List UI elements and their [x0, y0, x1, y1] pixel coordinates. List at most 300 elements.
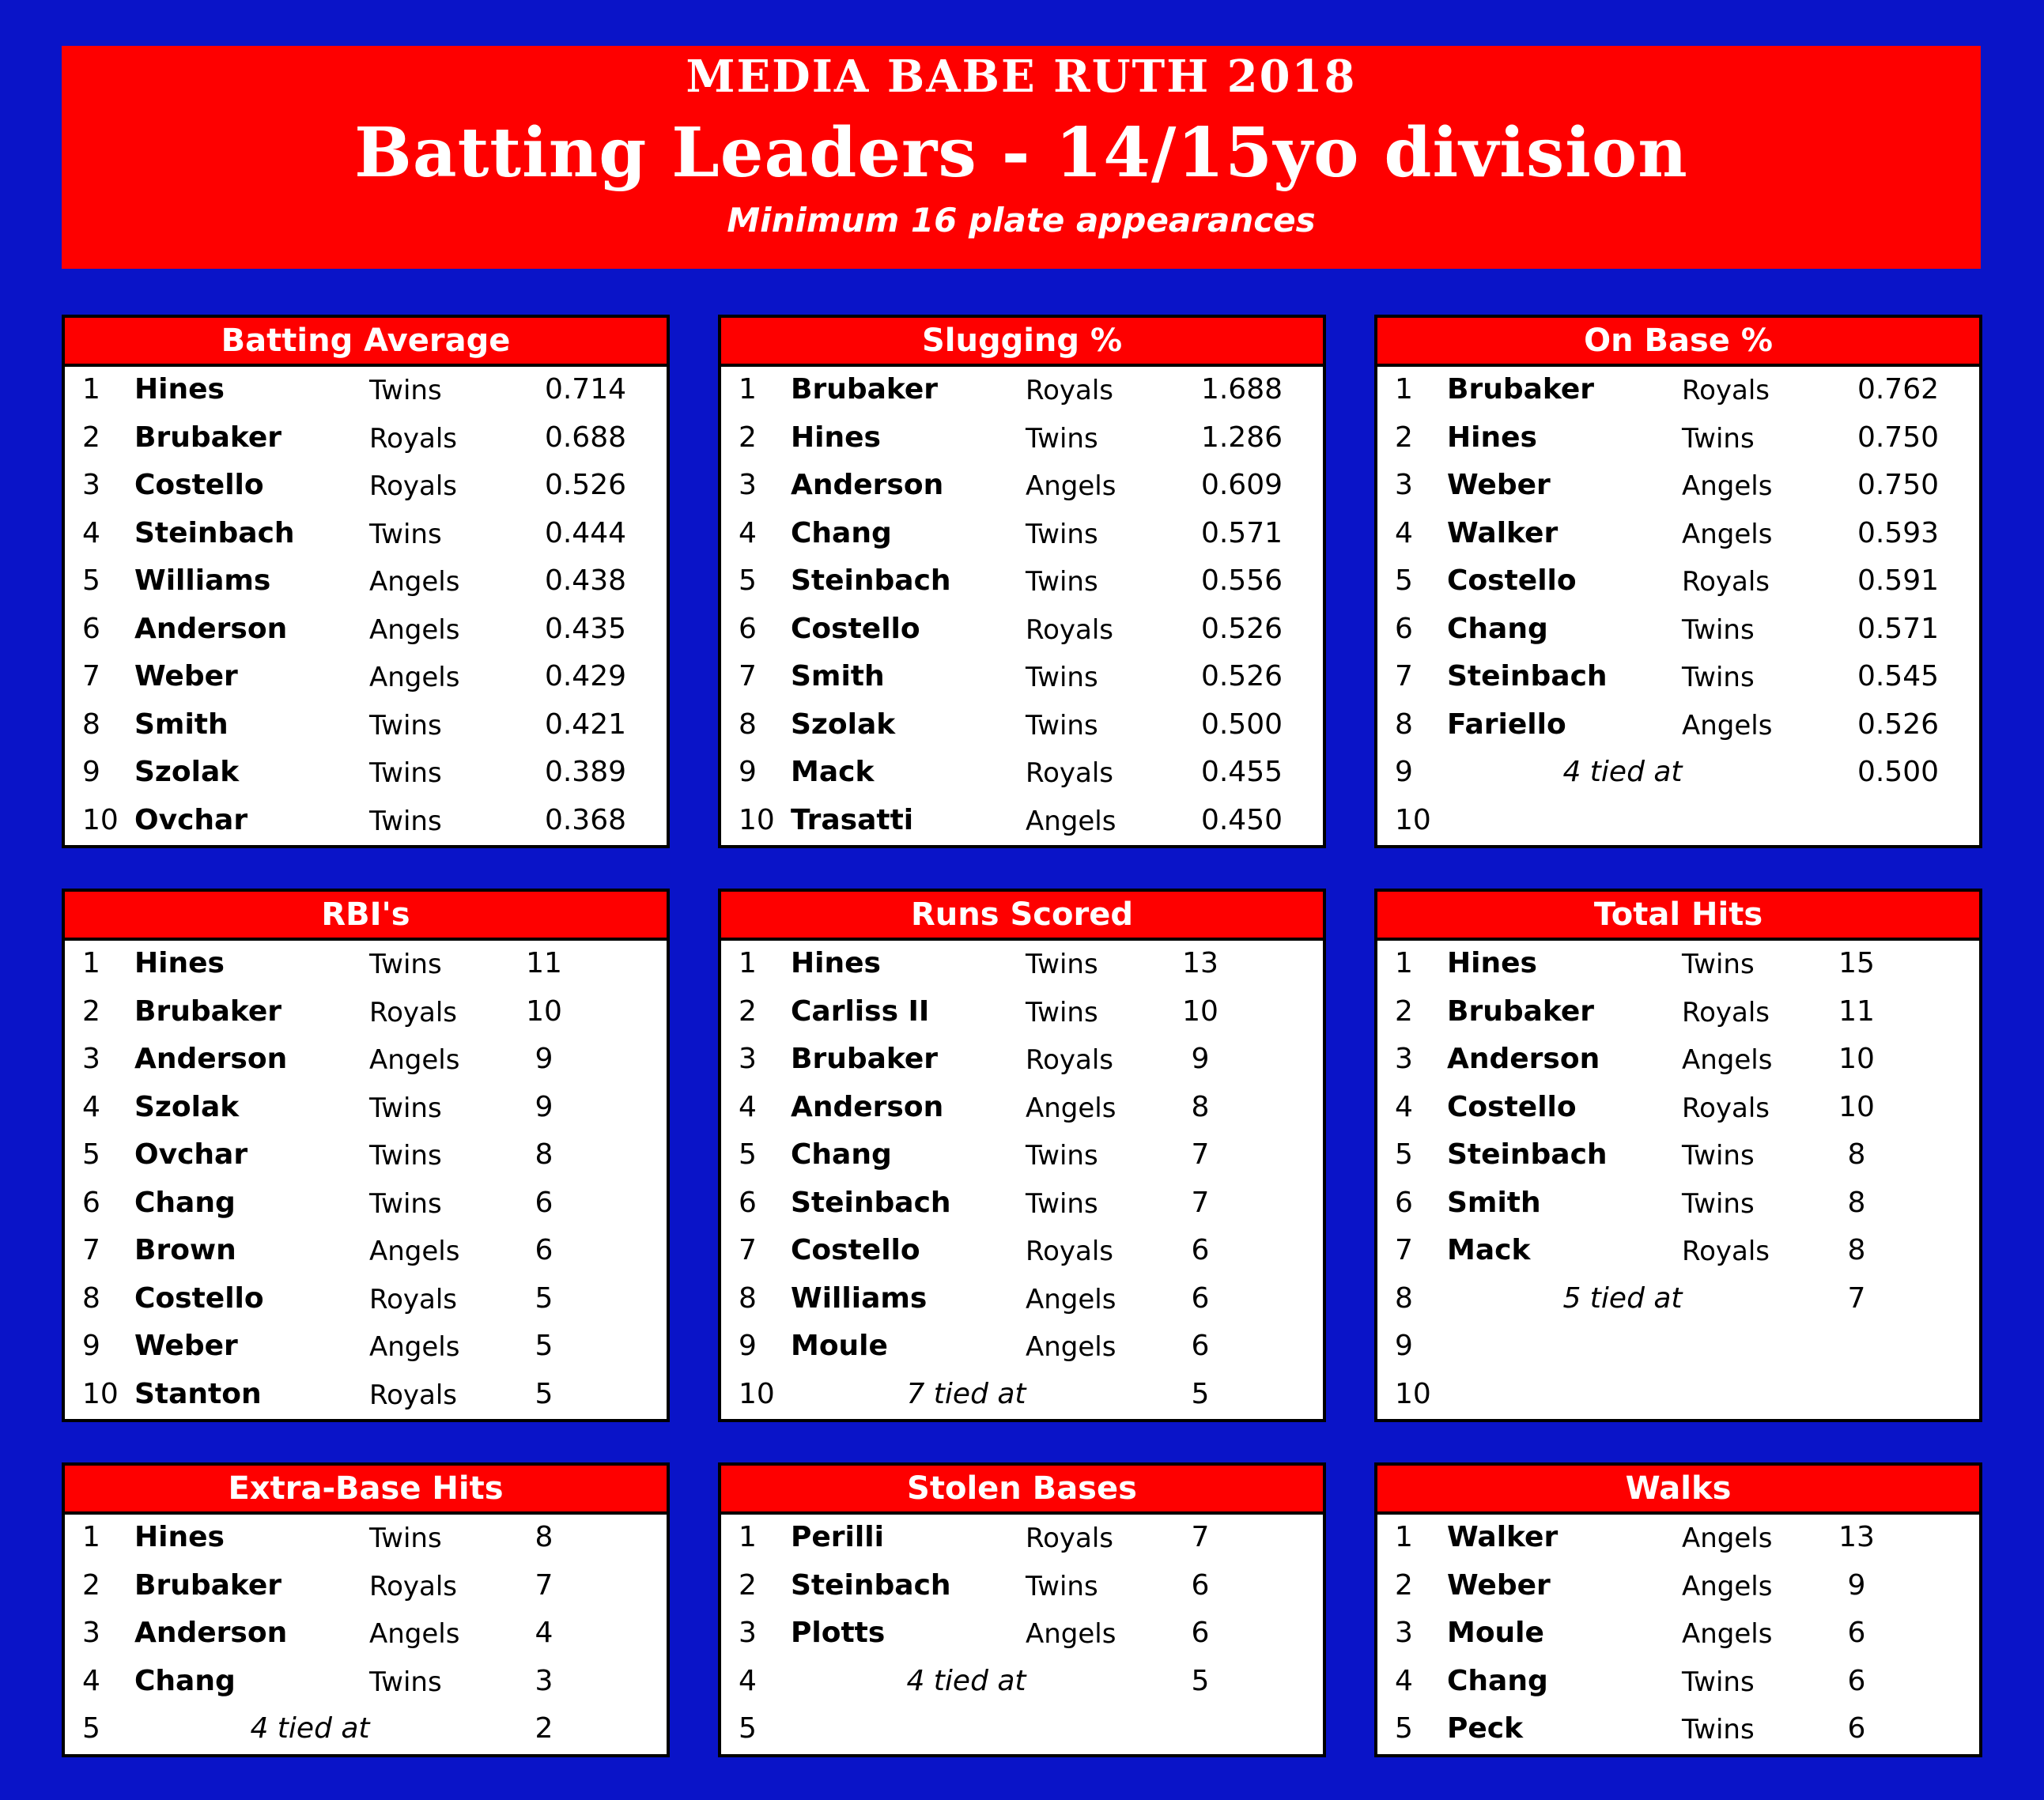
rank-number: 10 [739, 803, 775, 836]
rank-number: 10 [1395, 1377, 1431, 1410]
team-name: Twins [1026, 566, 1098, 598]
leader-row [65, 1036, 667, 1085]
team-name: Twins [1682, 422, 1755, 455]
leader-row [65, 1563, 667, 1611]
rank-number: 8 [1395, 708, 1413, 741]
leader-row [721, 1180, 1323, 1228]
stat-value: 7 [535, 1568, 554, 1602]
stat-value: 6 [535, 1186, 554, 1219]
rank-number: 4 [739, 1664, 757, 1697]
stat-value: 0.545 [1857, 660, 1939, 692]
leader-row [1377, 1036, 1979, 1085]
rank-number: 3 [1395, 1043, 1413, 1075]
rank-number: 3 [739, 1617, 757, 1649]
leader-row [1377, 1323, 1979, 1372]
team-name: Twins [1682, 1187, 1755, 1220]
team-name: Twins [369, 709, 442, 742]
player-name: Anderson [1447, 1043, 1600, 1075]
stat-value: 8 [535, 1138, 554, 1171]
rank-number: 5 [739, 1712, 757, 1745]
player-name: Anderson [791, 469, 944, 501]
player-name: Anderson [791, 1090, 944, 1123]
player-name: Steinbach [1447, 1138, 1608, 1171]
rank-number: 7 [82, 1234, 100, 1266]
team-name: Angels [1682, 470, 1773, 502]
leader-row [1377, 654, 1979, 702]
player-name: Costello [134, 469, 264, 501]
player-name: Ovchar [134, 1138, 248, 1171]
leader-row [721, 1228, 1323, 1276]
stat-value: 0.571 [1857, 612, 1939, 645]
stat-value: 6 [1847, 1712, 1866, 1745]
rank-number: 7 [739, 660, 757, 692]
leaderboard-rows [721, 941, 1323, 1419]
player-name: Smith [134, 708, 229, 741]
leader-row [1377, 1563, 1979, 1611]
stat-value: 0.389 [544, 756, 626, 788]
stat-value: 6 [1191, 1330, 1210, 1362]
team-name: Twins [369, 375, 442, 406]
stat-value: 0.688 [544, 421, 626, 454]
leader-row [1377, 941, 1979, 989]
stat-value: 11 [526, 947, 562, 979]
leader-row [1377, 558, 1979, 606]
player-name: Brubaker [791, 1043, 939, 1075]
stat-value: 0.526 [1857, 708, 1939, 741]
leader-row [721, 941, 1323, 989]
rank-number: 2 [82, 421, 100, 454]
player-name: Costello [1447, 564, 1577, 597]
player-name: Hines [134, 947, 225, 979]
team-name: Angels [1026, 805, 1116, 837]
leader-row [721, 1036, 1323, 1085]
rank-number: 5 [1395, 564, 1413, 597]
leader-row [1377, 415, 1979, 463]
leaderboard-rbis [62, 889, 670, 1422]
leader-row [721, 462, 1323, 511]
rank-number: 8 [82, 1281, 100, 1315]
rank-number: 6 [1395, 612, 1413, 645]
player-name: Steinbach [791, 1568, 951, 1602]
page-subtitle: Minimum 16 plate appearances [727, 201, 1316, 240]
player-name: Costello [134, 1281, 264, 1315]
leader-row [721, 558, 1323, 606]
stat-value: 8 [1847, 1138, 1866, 1171]
rank-number: 9 [739, 756, 757, 788]
rank-number: 4 [1395, 1090, 1413, 1123]
tied-note: 4 tied at [250, 1712, 370, 1745]
leader-row [65, 462, 667, 511]
rank-number: 2 [739, 421, 757, 454]
panel-title: Slugging % [721, 318, 1323, 367]
stat-value: 0.526 [1200, 660, 1283, 692]
stat-value: 6 [1191, 1568, 1210, 1602]
panel-title: On Base % [1377, 318, 1979, 367]
rank-number: 3 [82, 1617, 100, 1649]
rank-number: 2 [82, 994, 100, 1028]
player-name: Smith [1447, 1186, 1541, 1219]
team-name: Twins [369, 805, 442, 837]
player-name: Williams [791, 1281, 928, 1315]
player-name: Walker [1447, 516, 1559, 549]
rank-number: 6 [739, 612, 757, 645]
rank-number: 2 [1395, 994, 1413, 1028]
leaderboard-rows [721, 367, 1323, 845]
stat-value: 9 [535, 1043, 554, 1075]
stat-value: 13 [1182, 947, 1218, 979]
team-name: Royals [1682, 996, 1770, 1028]
rank-number: 6 [739, 1186, 757, 1219]
leader-row [65, 1180, 667, 1228]
player-name: Fariello [1447, 708, 1566, 741]
team-name: Royals [1682, 566, 1770, 598]
leader-row [65, 367, 667, 415]
leader-row [1377, 1658, 1979, 1707]
rank-number: 7 [82, 660, 100, 692]
leaderboard-walks [1374, 1462, 1982, 1757]
rank-number: 9 [82, 1330, 100, 1362]
stat-value: 0.444 [544, 516, 626, 549]
player-name: Hines [791, 947, 881, 979]
player-name: Anderson [134, 1043, 288, 1075]
player-name: Williams [134, 564, 271, 597]
team-name: Angels [1026, 1283, 1116, 1315]
stat-value: 10 [526, 994, 562, 1028]
leader-row [721, 1563, 1323, 1611]
stat-value: 5 [1191, 1664, 1210, 1697]
team-name: Angels [369, 566, 460, 598]
team-name: Angels [369, 1618, 460, 1650]
leaderboard-rows [721, 1515, 1323, 1754]
leader-row [65, 654, 667, 702]
rank-number: 4 [1395, 516, 1413, 549]
leader-row [1377, 1610, 1979, 1658]
player-name: Weber [1447, 1568, 1551, 1602]
stat-value: 7 [1191, 1186, 1210, 1219]
team-name: Angels [1026, 1618, 1116, 1650]
leader-row [65, 1085, 667, 1133]
leader-row [65, 558, 667, 606]
rank-number: 3 [739, 1043, 757, 1075]
rank-number: 3 [82, 469, 100, 501]
team-name: Angels [369, 1044, 460, 1076]
panel-title: Stolen Bases [721, 1466, 1323, 1515]
player-name: Hines [791, 421, 881, 454]
tied-note: 4 tied at [1562, 756, 1683, 788]
player-name: Brown [134, 1234, 236, 1266]
player-name: Perilli [791, 1521, 884, 1553]
team-name: Angels [1682, 518, 1773, 550]
stat-value: 9 [535, 1090, 554, 1123]
team-name: Royals [1682, 1236, 1770, 1267]
rank-number: 5 [1395, 1712, 1413, 1745]
team-name: Royals [369, 1283, 458, 1315]
stat-value: 6 [1191, 1617, 1210, 1649]
rank-number: 10 [739, 1377, 775, 1410]
leader-row [721, 1515, 1323, 1563]
leader-row [1377, 1515, 1979, 1563]
team-name: Twins [369, 1187, 442, 1220]
team-name: Twins [1682, 1666, 1755, 1698]
team-name: Twins [1026, 1187, 1098, 1220]
player-name: Chang [791, 516, 892, 549]
stat-value: 6 [1847, 1664, 1866, 1697]
leader-row [1377, 702, 1979, 750]
leader-row [721, 1085, 1323, 1133]
leader-row [65, 1658, 667, 1707]
leader-row [65, 1228, 667, 1276]
player-name: Hines [1447, 421, 1537, 454]
rank-number: 1 [739, 1521, 757, 1553]
stat-value: 3 [535, 1664, 554, 1697]
team-name: Royals [1682, 375, 1770, 406]
stat-value: 8 [1191, 1090, 1210, 1123]
team-name: Royals [1026, 1236, 1114, 1267]
stat-value: 0.429 [544, 660, 626, 692]
leader-row [65, 1276, 667, 1324]
team-name: Angels [1682, 1044, 1773, 1076]
rank-number: 5 [739, 1138, 757, 1171]
stat-value: 0.450 [1200, 803, 1283, 836]
stat-value: 0.593 [1857, 516, 1939, 549]
rank-number: 5 [82, 1138, 100, 1171]
rank-number: 3 [1395, 469, 1413, 501]
stat-value: 0.609 [1200, 469, 1283, 501]
team-name: Angels [1682, 1570, 1773, 1602]
player-name: Peck [1447, 1712, 1524, 1745]
team-name: Royals [1026, 613, 1114, 646]
player-name: Costello [791, 1234, 920, 1266]
stat-value: 0.714 [544, 373, 626, 406]
leaderboard-on-base [1374, 315, 1982, 848]
leaderboard-batting-average [62, 315, 670, 848]
team-name: Twins [1026, 1140, 1098, 1172]
team-name: Angels [369, 613, 460, 646]
leaderboard-rows [65, 1515, 667, 1754]
team-name: Twins [369, 757, 442, 789]
player-name: Weber [1447, 469, 1551, 501]
player-name: Szolak [134, 756, 240, 788]
leader-row [65, 941, 667, 989]
tied-note: 4 tied at [906, 1664, 1026, 1697]
rank-number: 7 [739, 1234, 757, 1266]
team-name: Twins [1026, 518, 1098, 550]
leader-row [1377, 1276, 1979, 1324]
player-name: Brubaker [1447, 994, 1595, 1028]
leader-row [721, 1610, 1323, 1658]
player-name: Szolak [791, 708, 896, 741]
stat-value: 2 [535, 1712, 554, 1745]
rank-number: 2 [82, 1568, 100, 1602]
leader-row [1377, 511, 1979, 559]
player-name: Plotts [791, 1617, 886, 1649]
player-name: Anderson [134, 1617, 288, 1649]
stat-value: 5 [535, 1281, 554, 1315]
player-name: Weber [134, 660, 238, 692]
stat-value: 0.750 [1857, 469, 1939, 501]
stat-value: 6 [1847, 1617, 1866, 1649]
team-name: Angels [1682, 709, 1773, 742]
stat-value: 1.688 [1200, 373, 1283, 406]
rank-number: 9 [82, 756, 100, 788]
player-name: Steinbach [134, 516, 295, 549]
stat-value: 0.500 [1200, 708, 1283, 741]
stat-value: 0.455 [1200, 756, 1283, 788]
leader-row [65, 989, 667, 1037]
player-name: Ovchar [134, 803, 248, 836]
rank-number: 4 [82, 516, 100, 549]
team-name: Royals [1026, 375, 1114, 406]
leader-row [65, 1323, 667, 1372]
stat-value: 0.762 [1857, 373, 1939, 406]
leaderboard-runs-scored [718, 889, 1326, 1422]
rank-number: 5 [82, 564, 100, 597]
leader-row [1377, 1228, 1979, 1276]
panel-title: Total Hits [1377, 892, 1979, 941]
leader-row [65, 1610, 667, 1658]
rank-number: 8 [1395, 1281, 1413, 1315]
rank-number: 3 [82, 1043, 100, 1075]
player-name: Hines [1447, 947, 1537, 979]
leader-row [65, 1706, 667, 1754]
team-name: Twins [369, 1140, 442, 1172]
player-name: Trasatti [791, 803, 914, 836]
player-name: Moule [1447, 1617, 1544, 1649]
rank-number: 1 [82, 947, 100, 979]
leaderboard-rows [1377, 941, 1979, 1419]
leaderboard-rows [1377, 1515, 1979, 1754]
stat-value: 0.438 [544, 564, 626, 597]
player-name: Brubaker [134, 421, 282, 454]
stat-value: 0.421 [544, 708, 626, 741]
rank-number: 4 [739, 1090, 757, 1123]
team-name: Royals [1026, 1044, 1114, 1076]
stat-value: 10 [1838, 1043, 1875, 1075]
player-name: Steinbach [791, 1186, 951, 1219]
tied-note: 7 tied at [906, 1377, 1026, 1410]
stat-value: 7 [1191, 1138, 1210, 1171]
leader-row [1377, 1372, 1979, 1420]
leader-row [721, 1276, 1323, 1324]
stat-value: 8 [535, 1521, 554, 1553]
team-name: Royals [1026, 757, 1114, 789]
rank-number: 5 [1395, 1138, 1413, 1171]
rank-number: 7 [1395, 1234, 1413, 1266]
rank-number: 1 [1395, 373, 1413, 406]
player-name: Walker [1447, 1521, 1559, 1553]
player-name: Hines [134, 1521, 225, 1553]
stat-value: 0.571 [1200, 516, 1283, 549]
leader-row [65, 511, 667, 559]
leaderboard-rows [65, 941, 667, 1419]
page-title: Batting Leaders - 14/15yo division [354, 113, 1688, 193]
stat-value: 7 [1191, 1521, 1210, 1553]
stat-value: 7 [1847, 1281, 1866, 1315]
team-name: Royals [369, 1570, 458, 1602]
leader-row [721, 654, 1323, 702]
leader-row [65, 415, 667, 463]
team-name: Royals [369, 996, 458, 1028]
rank-number: 1 [739, 373, 757, 406]
team-name: Twins [1682, 613, 1755, 646]
rank-number: 10 [1395, 803, 1431, 836]
player-name: Mack [791, 756, 875, 788]
player-name: Chang [134, 1186, 236, 1219]
leader-row [65, 749, 667, 798]
stat-value: 4 [535, 1617, 554, 1649]
stat-value: 9 [1191, 1043, 1210, 1075]
leader-row [1377, 606, 1979, 655]
rank-number: 2 [739, 994, 757, 1028]
leaderboard-rows [65, 367, 667, 845]
leader-row [1377, 749, 1979, 798]
player-name: Carliss II [791, 994, 930, 1028]
player-name: Hines [134, 373, 225, 406]
leader-row [1377, 989, 1979, 1037]
rank-number: 8 [739, 708, 757, 741]
team-name: Angels [1026, 1331, 1116, 1363]
leader-row [721, 415, 1323, 463]
player-name: Brubaker [791, 373, 939, 406]
rank-number: 2 [1395, 1568, 1413, 1602]
rank-number: 4 [739, 516, 757, 549]
rank-number: 1 [739, 947, 757, 979]
leader-row [65, 702, 667, 750]
leader-row [65, 1515, 667, 1563]
leaderboard-slugging [718, 315, 1326, 848]
team-name: Twins [1026, 1570, 1098, 1602]
leaderboard-stolen-bases [718, 1462, 1326, 1757]
leader-row [1377, 1085, 1979, 1133]
stat-value: 10 [1182, 994, 1218, 1028]
rank-number: 10 [82, 1377, 119, 1410]
stat-value: 0.750 [1857, 421, 1939, 454]
rank-number: 4 [82, 1090, 100, 1123]
stat-value: 10 [1838, 1090, 1875, 1123]
player-name: Moule [791, 1330, 888, 1362]
player-name: Brubaker [134, 994, 282, 1028]
rank-number: 5 [82, 1712, 100, 1745]
leaderboard-rows [1377, 367, 1979, 845]
leader-row [1377, 1180, 1979, 1228]
team-name: Twins [369, 949, 442, 980]
leader-row [721, 1323, 1323, 1372]
rank-number: 1 [82, 1521, 100, 1553]
stat-value: 0.526 [544, 469, 626, 501]
stat-value: 13 [1838, 1521, 1875, 1553]
leader-row [1377, 367, 1979, 415]
rank-number: 9 [1395, 1330, 1413, 1362]
stat-value: 5 [535, 1330, 554, 1362]
rank-number: 1 [1395, 947, 1413, 979]
stat-value: 11 [1838, 994, 1875, 1028]
rank-number: 1 [82, 373, 100, 406]
leader-row [65, 1132, 667, 1180]
team-name: Royals [369, 470, 458, 502]
rank-number: 2 [739, 1568, 757, 1602]
player-name: Anderson [134, 612, 288, 645]
leader-row [721, 1132, 1323, 1180]
panel-title: Batting Average [65, 318, 667, 367]
leader-row [1377, 462, 1979, 511]
team-name: Twins [1026, 949, 1098, 980]
panel-title: Runs Scored [721, 892, 1323, 941]
stat-value: 0.556 [1200, 564, 1283, 597]
leader-row [721, 749, 1323, 798]
rank-number: 6 [82, 1186, 100, 1219]
leader-row [65, 1372, 667, 1420]
leader-row [721, 606, 1323, 655]
